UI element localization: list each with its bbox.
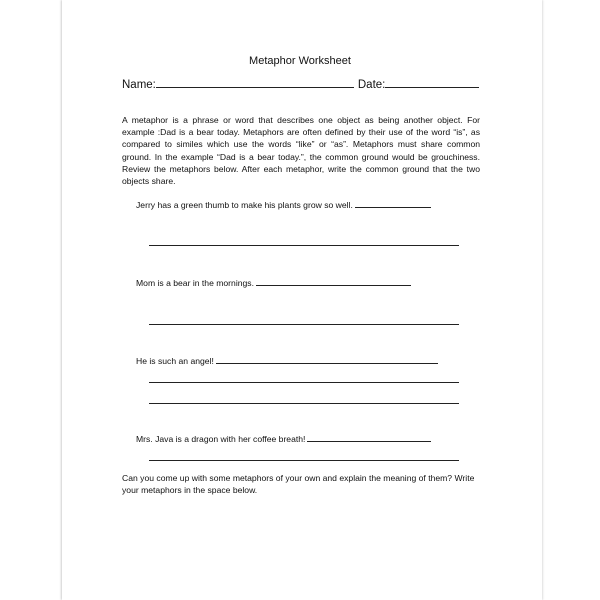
- answer-line[interactable]: [149, 324, 459, 325]
- common-ground-blank[interactable]: [307, 432, 431, 442]
- date-field[interactable]: [385, 76, 479, 88]
- answer-line[interactable]: [149, 382, 459, 383]
- metaphor-item-4: [136, 432, 431, 444]
- metaphor-item-3: [136, 354, 438, 366]
- common-ground-blank[interactable]: [256, 276, 411, 286]
- intro-paragraph: A metaphor is a phrase or word that describes one object as being another object. For example :Dad is a bear today. Metaphors are often defined by their use of the word “is”, as compared to similes which use the words “like” or “as”. Metaphors must share common ground. In the example “Dad is a bear today.”, the common ground would be grouchiness. Review the metaphors below. After each metaphor, write the common ground that the two objects share.: [122, 115, 480, 187]
- closing-instructions: Can you come up with some metaphors of your own and explain the meaning of them? Write your metaphors in the space below.: [122, 473, 475, 496]
- metaphor-prompt: Jerry has a green thumb to make his plants grow so well.: [136, 200, 353, 210]
- answer-line[interactable]: [149, 460, 459, 461]
- metaphor-prompt: Mom is a bear in the mornings.: [136, 278, 254, 288]
- name-date-row: [122, 76, 479, 91]
- page-title: Metaphor Worksheet: [249, 55, 351, 67]
- name-label: Name:: [122, 79, 156, 91]
- metaphor-item-1: [136, 198, 431, 210]
- date-label: Date:: [357, 79, 386, 91]
- answer-line[interactable]: [149, 245, 459, 246]
- name-field[interactable]: [156, 76, 354, 88]
- metaphor-prompt: Mrs. Java is a dragon with her coffee breath!: [136, 434, 306, 444]
- common-ground-blank[interactable]: [216, 354, 438, 364]
- metaphor-item-2: [136, 276, 411, 288]
- metaphor-prompt: He is such an angel!: [136, 356, 214, 366]
- answer-line[interactable]: [149, 403, 459, 404]
- common-ground-blank[interactable]: [355, 198, 431, 208]
